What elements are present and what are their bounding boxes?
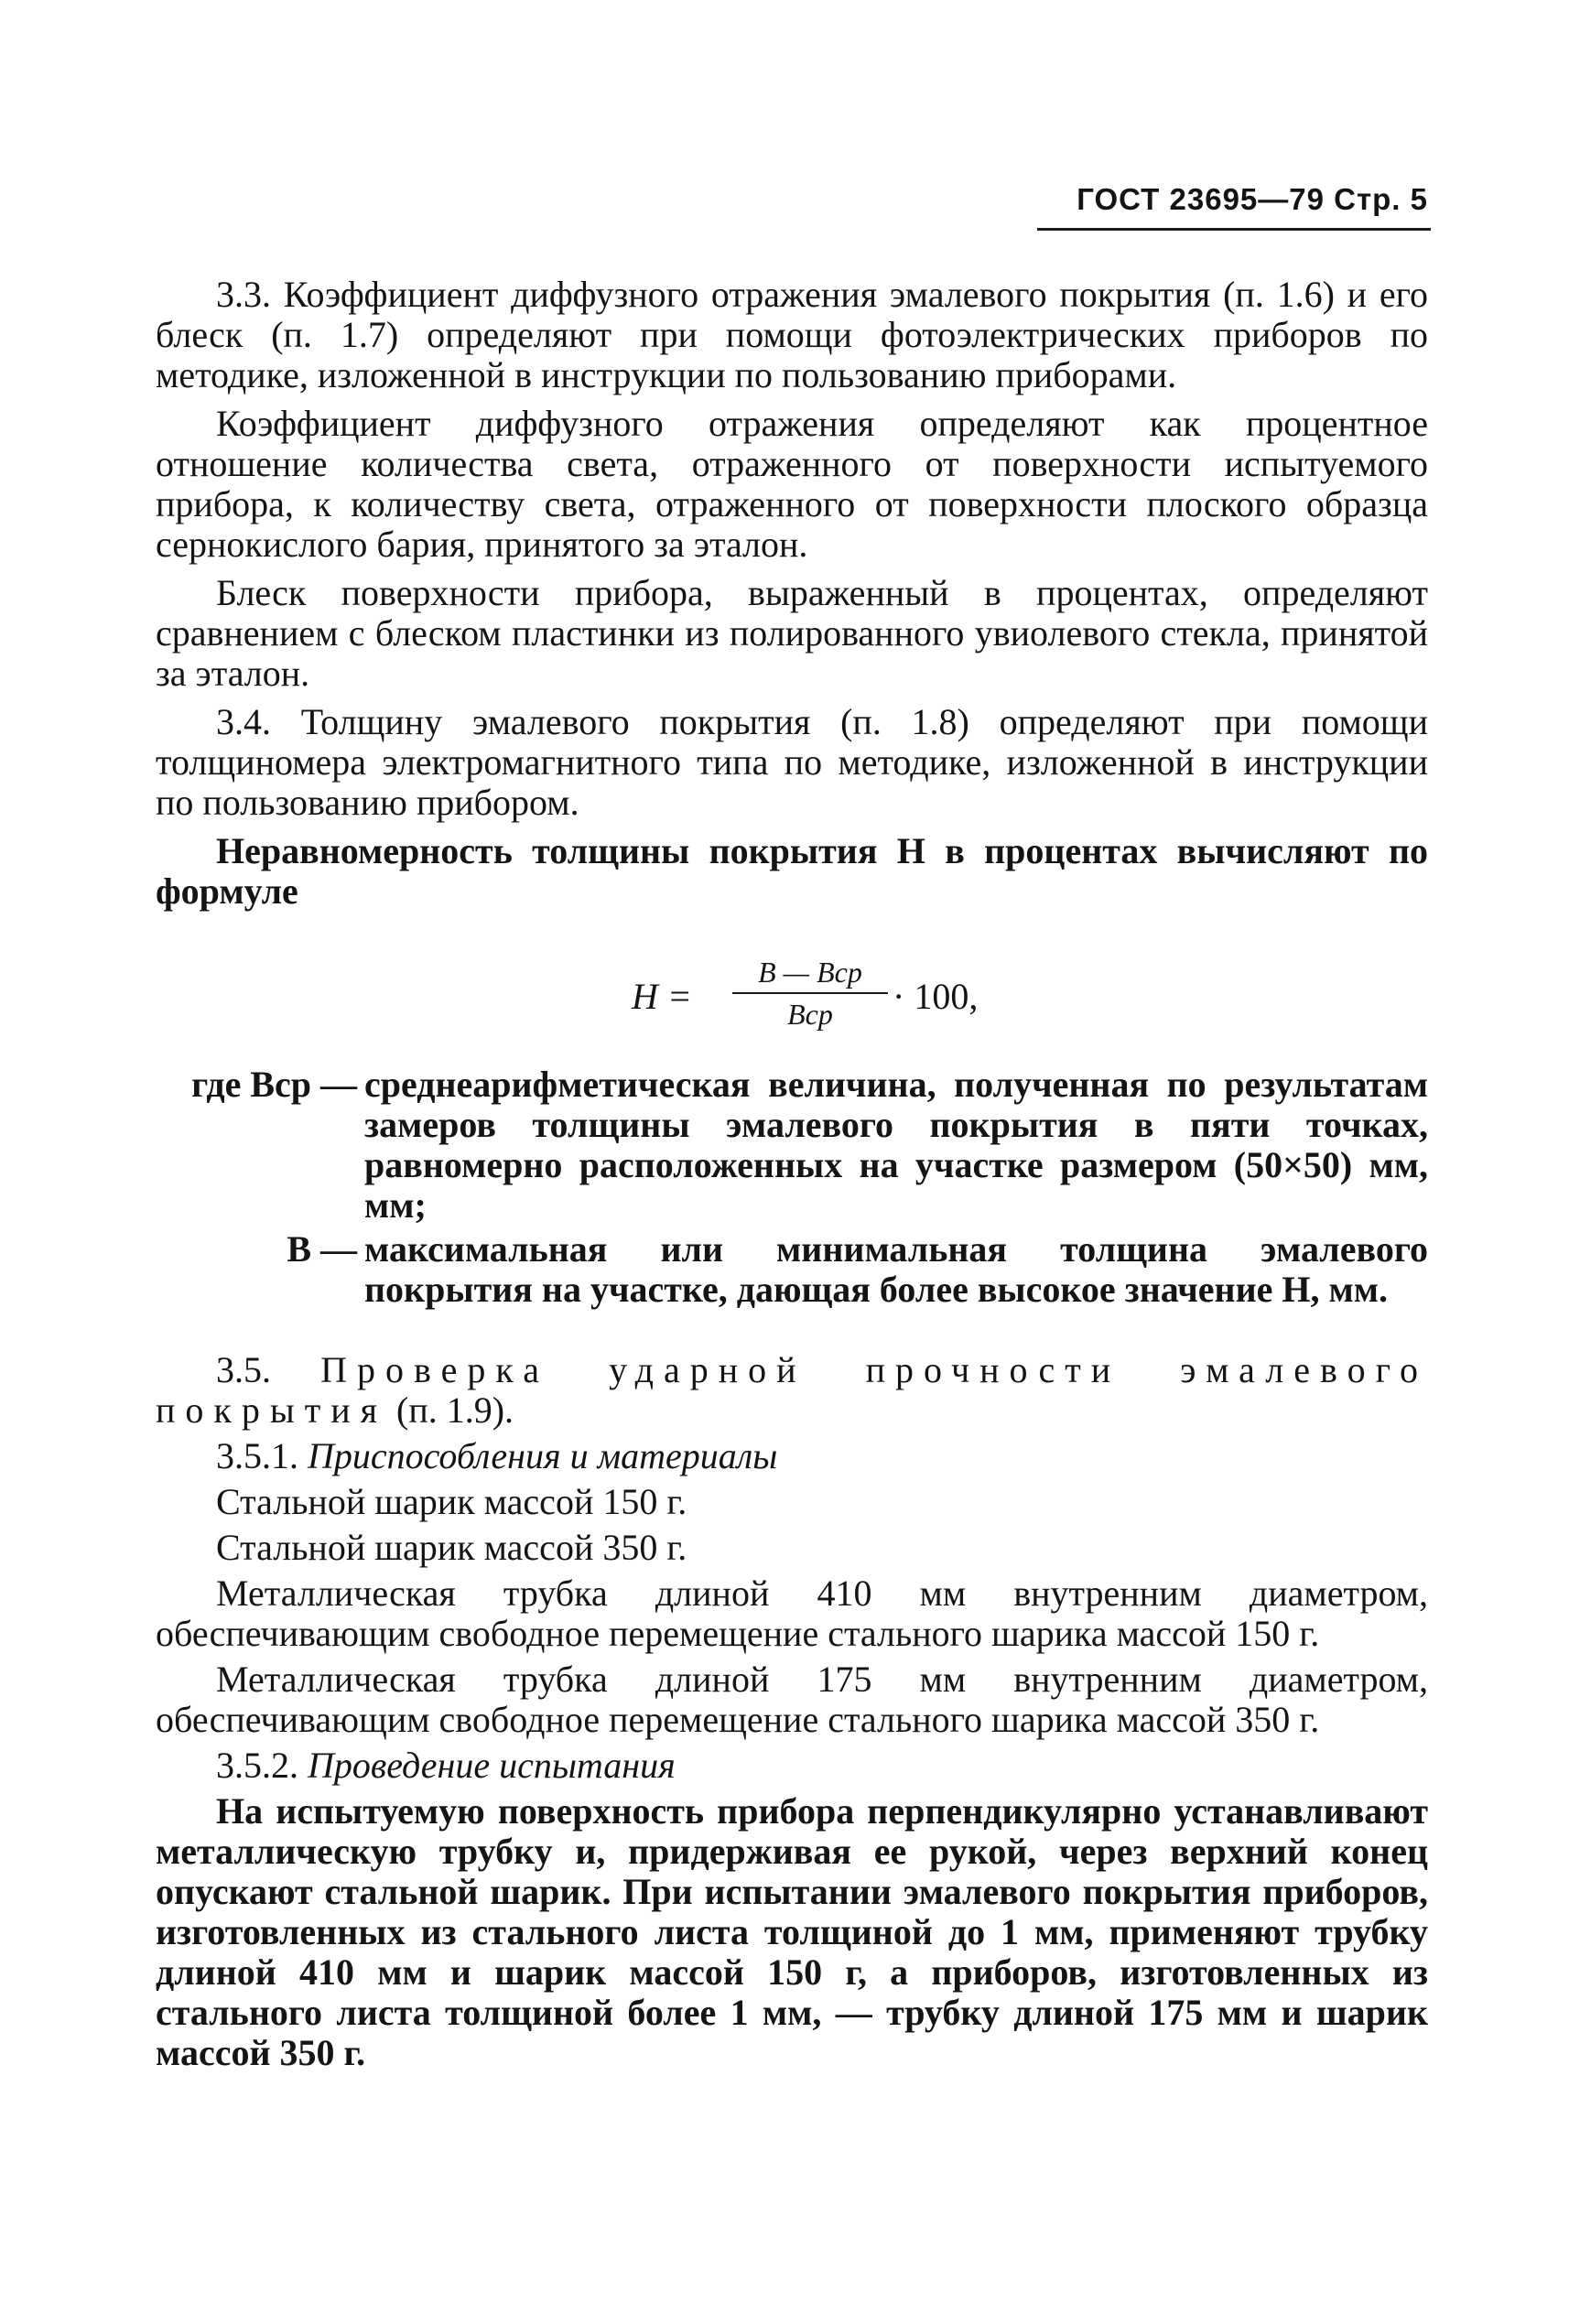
fraction-bar [732, 992, 888, 994]
section-title: Проверка ударной прочности эмалевого покрытия [156, 1349, 1428, 1431]
definition-text: среднеарифметическая величина, полученная по результатам замеров толщины эмалевого покрытия в пяти точках, равномерно расположенных на участке размером (50×50) мм, мм; [364, 1064, 1428, 1226]
section-reference: (п. 1.9). [396, 1389, 514, 1431]
definition-item [156, 1065, 1428, 1226]
page-header: ГОСТ 23695—79 Стр. 5 [1077, 182, 1428, 216]
paragraph-gloss: Блеск поверхности прибора, выраженный в процентах, определяют сравнением с блеском пластинки из полированного увиолевого стекла, принятой за эталон. [156, 572, 1428, 694]
list-item: Металлическая трубка длиной 175 мм внутренним диаметром, обеспечивающим свободное перемещение стального шарика массой 350 г. [156, 1659, 1428, 1740]
subsection-3-5-2-heading [156, 1746, 1428, 1786]
upper-text-block [156, 275, 1428, 920]
formula-numerator: В — Вср [758, 956, 862, 989]
formula-denominator: Вср [787, 998, 833, 1031]
thickness-formula [632, 954, 1108, 1045]
lower-text-block [156, 1350, 1428, 2079]
subsection-number: 3.5.2. [216, 1745, 298, 1786]
subsection-number: 3.5.1. [216, 1435, 298, 1476]
formula-rhs: · 100, [893, 976, 979, 1017]
formula-definitions [156, 1065, 1428, 1313]
definition-term: где Вср — [191, 1064, 357, 1105]
section-3-5-heading [156, 1350, 1428, 1431]
list-item: Стальной шарик массой 150 г. [216, 1481, 687, 1522]
definition-item [156, 1229, 1428, 1310]
paragraph-3-4: 3.4. Толщину эмалевого покрытия (п. 1.8) определяют при помощи толщиномера электромагнитного типа по методике, изложенной в инструкции по пользованию прибором. [156, 701, 1428, 823]
paragraph-diffuse-reflection: Коэффициент диффузного отражения определяют как процентное отношение количества света, отраженного от поверхности испытуемого прибора, к количеству света, отраженного от поверхности плоского образца сернокислого бария, принятого за эталон. [156, 403, 1428, 565]
list-item: Металлическая трубка длиной 410 мм внутренним диаметром, обеспечивающим свободное перемещение стального шарика массой 150 г. [156, 1573, 1428, 1654]
paragraph-nonuniformity: Неравномерность толщины покрытия Н в процентах вычисляют по формуле [156, 830, 1428, 912]
list-item: Стальной шарик массой 350 г. [216, 1527, 687, 1568]
header-rule [1037, 228, 1431, 231]
definition-term: В — [287, 1228, 357, 1270]
paragraph-test-procedure: На испытуемую поверхность прибора перпендикулярно устанавливают металлическую трубку и, придерживая ее рукой, через верхний конец опускают стальной шарик. При испытании эмалевого покрытия приборов, изготовленных из стального листа толщиной до 1 мм, применяют трубку длиной 410 мм и шарик массой 150 г, а приборов, изготовленных из стального листа толщиной более 1 мм, — трубку длиной 175 мм и шарик массой 350 г. [156, 1790, 1428, 2073]
paragraph-3-3: 3.3. Коэффициент диффузного отражения эмалевого покрытия (п. 1.6) и его блеск (п. 1.7) определяют при помощи фотоэлектрических приборов по методике, изложенной в инструкции по пользованию приборами. [156, 274, 1428, 395]
subsection-title: Приспособления и материалы [308, 1435, 778, 1476]
definition-text: максимальная или минимальная толщина эмалевого покрытия на участке, дающая более высокое значение Н, мм. [364, 1228, 1428, 1310]
formula-lhs: Н = [632, 976, 692, 1017]
subsection-title: Проведение испытания [308, 1745, 676, 1786]
formula-fraction [732, 954, 888, 1032]
section-number: 3.5. [216, 1349, 271, 1390]
subsection-3-5-1-heading [156, 1436, 1428, 1476]
